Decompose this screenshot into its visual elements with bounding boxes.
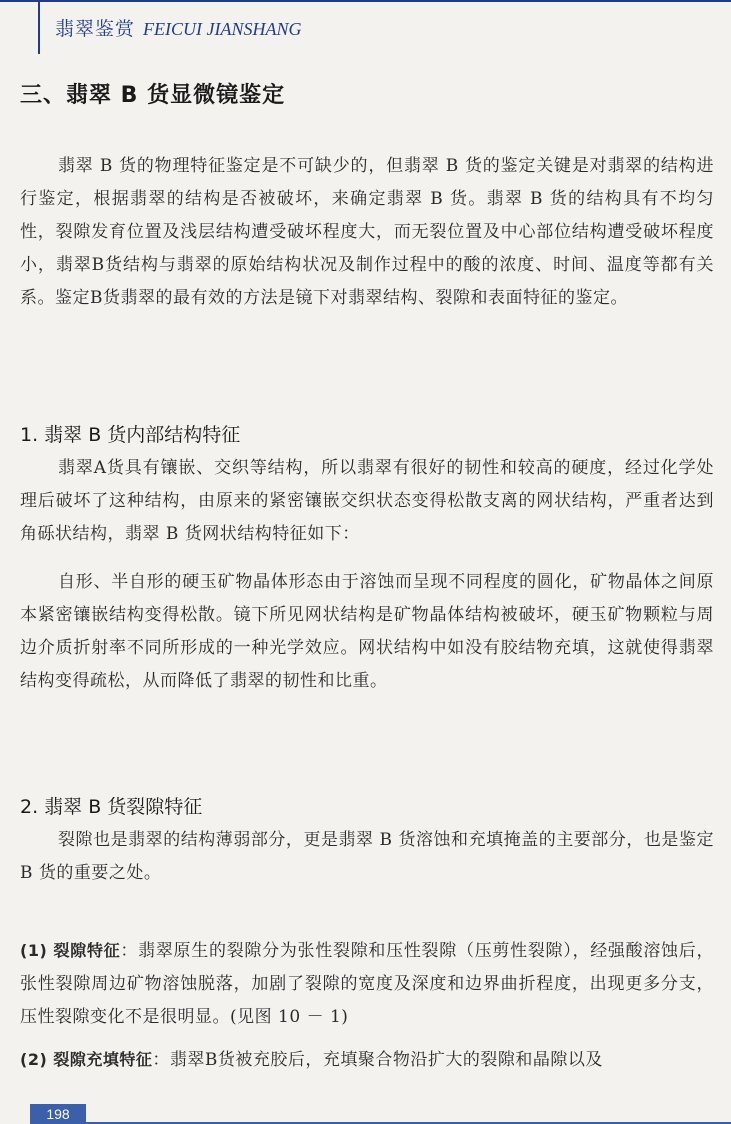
crack-filling-item bbox=[20, 1043, 714, 1077]
intro-paragraph: 翡翠 B 货的物理特征鉴定是不可缺少的，但翡翠 B 货的鉴定关键是对翡翠的结构进行鉴定，根据翡翠的结构是否被破坏，来确定翡翠 B 货。翡翠 B 货的结构具有不均匀性，裂隙发育位置及浅层结构遭受破坏程度大，而无裂位置及中心部位结构遭受破坏程度小，翡翠B货结构与翡翠的原始结构状况及制作过程中的酸的浓度、时间、温度等都有关系。鉴定B货翡翠的最有效的方法是镜下对翡翠结构、裂隙和表面特征的鉴定。 bbox=[20, 156, 714, 308]
crack-feature-text: ：翡翠原生的裂隙分为张性裂隙和压性裂隙（压剪性裂隙），经强酸溶蚀后，张性裂隙周边矿物溶蚀脱落，加剧了裂隙的宽度及深度和边界曲折程度，出现更多分支，压性裂隙变化不是很明显。(见图 10 － 1) bbox=[20, 941, 714, 1027]
subsection-1-title: 1. 翡翠 B 货内部结构特征 bbox=[20, 424, 241, 446]
header-title-latin: FEICUI JIANSHANG bbox=[143, 19, 302, 39]
header-title-cn: 翡翠鉴赏 bbox=[55, 18, 136, 40]
running-header bbox=[55, 14, 301, 41]
crack-feature-label: (1) 裂隙特征 bbox=[20, 941, 121, 960]
subsection-2-title: 2. 翡翠 B 货裂隙特征 bbox=[20, 796, 203, 818]
subsection-1-paragraph-2: 自形、半自形的硬玉矿物晶体形态由于溶蚀而呈现不同程度的圆化，矿物晶体之间原本紧密镶嵌结构变得松散。镜下所见网状结构是矿物晶体结构被破坏，硬玉矿物颗粒与周边介质折射率不同所形成的一种光学效应。网状结构中如没有胶结物充填，这就使得翡翠结构变得疏松，从而降低了翡翠的韧性和比重。 bbox=[20, 572, 714, 691]
section-title: 三、翡翠 B 货显微镜鉴定 bbox=[20, 83, 286, 108]
page-number: 198 bbox=[30, 1104, 86, 1124]
crack-feature-item bbox=[20, 934, 714, 1034]
subsection-1-paragraph-1: 翡翠A货具有镶嵌、交织等结构，所以翡翠有很好的韧性和较高的硬度，经过化学处理后破坏了这种结构，由原来的紧密镶嵌交织状态变得松散支离的网状结构，严重者达到角砾状结构，翡翠 B 货网状结构特征如下： bbox=[20, 458, 714, 544]
header-bar bbox=[38, 0, 40, 54]
crack-filling-label: (2) 裂隙充填特征 bbox=[20, 1050, 153, 1069]
top-rule bbox=[0, 0, 731, 2]
subsection-2-paragraph-1: 裂隙也是翡翠的结构薄弱部分，更是翡翠 B 货溶蚀和充填掩盖的主要部分，也是鉴定 B 货的重要之处。 bbox=[20, 830, 714, 883]
crack-filling-text: ：翡翠B货被充胶后，充填聚合物沿扩大的裂隙和晶隙以及 bbox=[152, 1050, 603, 1070]
